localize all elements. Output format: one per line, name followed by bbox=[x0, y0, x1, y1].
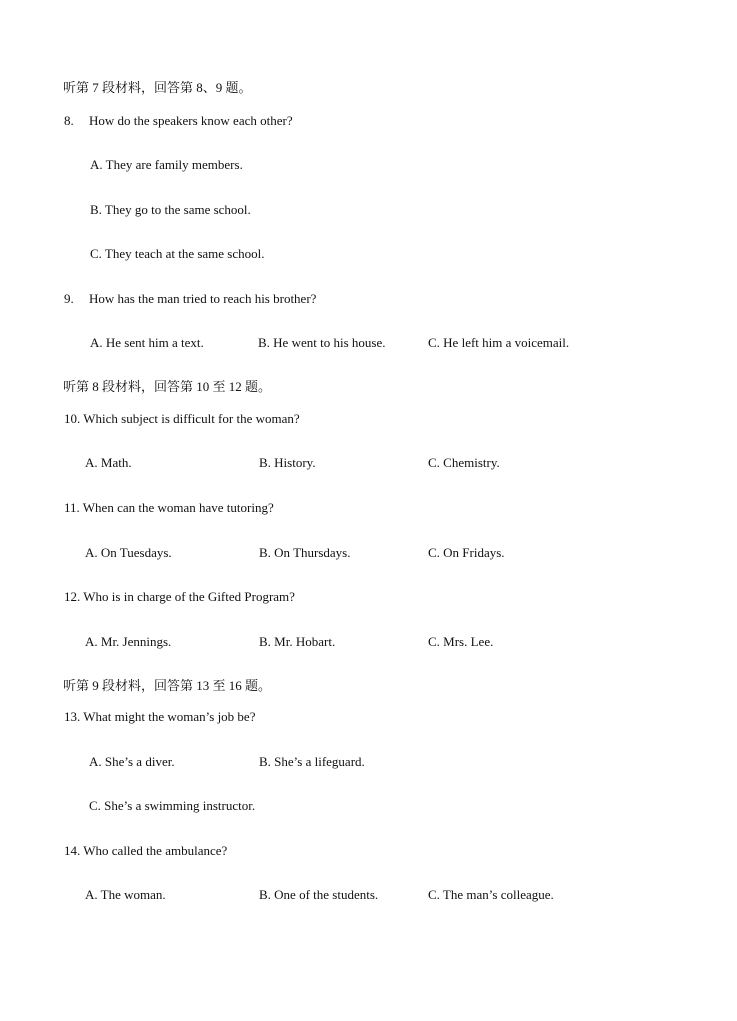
question-11-option-a: A. On Tuesdays. bbox=[85, 545, 172, 560]
section-header-8: 听第 8 段材料，回答第 10 至 12 题。 bbox=[63, 379, 272, 394]
question-14-option-c: C. The man’s colleague. bbox=[428, 887, 554, 902]
question-11-option-c: C. On Fridays. bbox=[428, 545, 505, 560]
question-12-option-c: C. Mrs. Lee. bbox=[428, 634, 494, 649]
question-13-option-a: A. She’s a diver. bbox=[89, 754, 175, 769]
section-header-7: 听第 7 段材料，回答第 8、9 题。 bbox=[63, 80, 252, 95]
question-8-option-c: C. They teach at the same school. bbox=[90, 246, 265, 261]
section-header-9: 听第 9 段材料，回答第 13 至 16 题。 bbox=[63, 678, 272, 693]
question-8-option-b: B. They go to the same school. bbox=[90, 202, 251, 217]
question-9-number: 9. bbox=[64, 291, 74, 306]
question-10-option-c: C. Chemistry. bbox=[428, 455, 500, 470]
question-14-option-a: A. The woman. bbox=[85, 887, 166, 902]
question-9-option-a: A. He sent him a text. bbox=[90, 335, 204, 350]
question-10-option-a: A. Math. bbox=[85, 455, 132, 470]
question-9-text: How has the man tried to reach his brother? bbox=[89, 291, 317, 306]
question-13-option-c: C. She’s a swimming instructor. bbox=[89, 798, 256, 813]
question-14-text: 14. Who called the ambulance? bbox=[64, 843, 228, 858]
question-10-option-b: B. History. bbox=[259, 455, 316, 470]
question-13-option-b: B. She’s a lifeguard. bbox=[259, 754, 365, 769]
question-9-option-c: C. He left him a voicemail. bbox=[428, 335, 570, 350]
question-14-option-b: B. One of the students. bbox=[259, 887, 379, 902]
question-12-option-a: A. Mr. Jennings. bbox=[85, 634, 172, 649]
question-10-text: 10. Which subject is difficult for the woman? bbox=[64, 411, 300, 426]
question-11-text: 11. When can the woman have tutoring? bbox=[64, 500, 274, 515]
question-12-option-b: B. Mr. Hobart. bbox=[259, 634, 336, 649]
question-11-option-b: B. On Thursdays. bbox=[259, 545, 351, 560]
question-9-option-b: B. He went to his house. bbox=[258, 335, 386, 350]
question-8-option-a: A. They are family members. bbox=[90, 157, 243, 172]
question-12-text: 12. Who is in charge of the Gifted Program? bbox=[64, 589, 295, 604]
question-13-text: 13. What might the woman’s job be? bbox=[64, 709, 256, 724]
question-8-number: 8. bbox=[64, 113, 74, 128]
question-8-text: How do the speakers know each other? bbox=[89, 113, 293, 128]
